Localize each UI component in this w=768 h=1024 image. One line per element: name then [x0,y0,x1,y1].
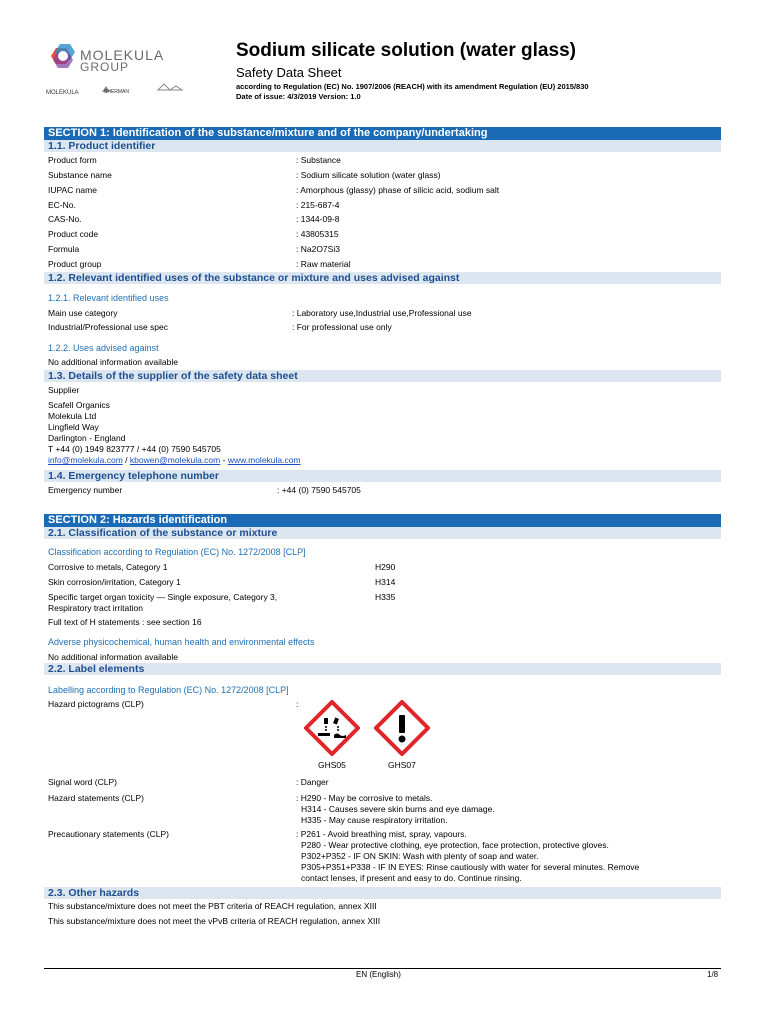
regulation-line: according to Regulation (EC) No. 1907/2006 (REACH) with its amendment Regulation (EU) 2015/830 [236,82,589,91]
pbt-statement: This substance/mixture does not meet the PBT criteria of REACH regulation, annex XIII [48,901,377,911]
supplier-contact-links [48,455,301,465]
no-info-text: No additional information available [48,652,178,662]
product-row-value: : Substance [296,155,341,165]
product-row-label: Product group [48,259,102,269]
labelling-heading: Labelling according to Regulation (EC) No. 1272/2008 [CLP] [48,685,289,695]
supplier-line: Lingfield Way [48,422,99,432]
uses-row-value: : Laboratory use,Industrial use,Professional use [292,308,472,318]
precautionary-statement: contact lenses, if present and easy to do. Continue rinsing. [301,873,522,883]
pictograms-colon: : [296,699,299,709]
supplier-line: Supplier [48,385,80,395]
subsection-1-2: 1.2. Relevant identified uses of the substance or mixture and uses advised against [44,272,721,284]
supplier-line: T +44 (0) 1949 823777 / +44 (0) 7590 545705 [48,444,221,454]
subsection-1-2-1: 1.2.1. Relevant identified uses [48,293,169,303]
product-row-value: : Raw material [296,259,351,269]
subsection-1-1: 1.1. Product identifier [44,140,721,152]
issue-line: Date of issue: 4/3/2019 Version: 1.0 [236,92,361,101]
precautionary-statements-label: Precautionary statements (CLP) [48,829,169,839]
ghs07-exclamation-icon [374,700,430,756]
product-row-label: Product code [48,229,99,239]
hazard-statements-label: Hazard statements (CLP) [48,793,144,803]
no-info-text: No additional information available [48,357,178,367]
logo-text-2: GROUP [80,60,130,74]
logo-text-1: MOLEKULA [80,47,165,63]
full-text-note: Full text of H statements : see section 16 [48,617,202,627]
uses-row-label: Main use category [48,308,118,318]
hazard-statement: H314 - Causes severe skin burns and eye damage. [301,804,495,814]
supplier-line: Molekula Ltd [48,411,97,421]
signal-word-value: : Danger [296,777,329,787]
adverse-effects-heading: Adverse physicochemical, human health and environmental effects [48,637,315,647]
product-row-label: Product form [48,155,97,165]
subsection-1-4: 1.4. Emergency telephone number [44,470,721,482]
ghs07-label: GHS07 [388,760,416,770]
classification-label: Corrosive to metals, Category 1 [48,562,168,572]
classification-code: H335 [375,592,396,602]
logo-small-2: SHERMAN [104,89,130,95]
email-link[interactable]: info@molekula.com [48,455,123,465]
emergency-label: Emergency number [48,485,123,495]
separator: - [220,455,228,465]
uses-row-label: Industrial/Professional use spec [48,322,169,332]
ghs05-corrosion-icon [304,700,360,756]
product-row-label: Formula [48,244,80,254]
supplier-line: Scafell Organics [48,400,110,410]
product-row-value: : 43805315 [296,229,339,239]
subsection-2-3: 2.3. Other hazards [44,887,721,899]
separator: / [122,455,130,465]
signal-word-label: Signal word (CLP) [48,777,117,787]
hazard-statement: : H290 - May be corrosive to metals. [296,793,433,803]
document-subtitle: Safety Data Sheet [236,65,342,80]
uses-row-value: : For professional use only [292,322,392,332]
vpvb-statement: This substance/mixture does not meet the vPvB criteria of REACH regulation, annex XIII [48,916,381,926]
product-row-value: : Sodium silicate solution (water glass) [296,170,441,180]
hazard-statement: H335 - May cause respiratory irritation. [301,815,448,825]
classification-code: H314 [375,577,396,587]
product-row-value: : Na2O7Si3 [296,244,340,254]
classification-heading: Classification according to Regulation (EC) No. 1272/2008 [CLP] [48,547,306,557]
subsection-1-3: 1.3. Details of the supplier of the safety data sheet [44,370,721,382]
section2-title: SECTION 2: Hazards identification [44,514,721,527]
pictograms-label: Hazard pictograms (CLP) [48,699,144,709]
supplier-line: Darlington - England [48,433,126,443]
product-row-value: : 215-687-4 [296,200,340,210]
subsection-1-2-2: 1.2.2. Uses advised against [48,343,159,353]
footer-page-number: 1/8 [707,970,719,979]
precautionary-statement: : P261 - Avoid breathing mist, spray, vapours. [296,829,467,839]
email-link[interactable]: kbowen@molekula.com [129,455,221,465]
classification-label: Skin corrosion/irritation, Category 1 [48,577,181,587]
classification-label-cont: Respiratory tract irritation [48,603,143,613]
section1-title: SECTION 1: Identification of the substance/mixture and of the company/undertaking [44,127,721,140]
classification-code: H290 [375,562,396,572]
classification-label: Specific target organ toxicity — Single exposure, Category 3, [48,592,278,602]
footer-divider [44,968,721,969]
precautionary-statement: P302+P352 - IF ON SKIN: Wash with plenty of soap and water. [301,851,539,861]
product-row-label: IUPAC name [48,185,97,195]
precautionary-statement: P280 - Wear protective clothing, eye protection, face protection, protective gloves. [301,840,609,850]
logo-small-1: MOLEKULA [46,90,79,96]
product-row-label: EC-No. [48,200,76,210]
subsection-2-2: 2.2. Label elements [44,663,721,675]
emergency-value: : +44 (0) 7590 545705 [277,485,361,495]
product-row-value: : 1344-09-8 [296,214,340,224]
product-row-label: Substance name [48,170,112,180]
footer-language: EN (English) [356,970,401,979]
product-row-label: CAS-No. [48,214,82,224]
product-row-value: : Amorphous (glassy) phase of silicic acid, sodium salt [296,185,500,195]
website-link[interactable]: www.molekula.com [227,455,301,465]
precautionary-statement: P305+P351+P338 - IF IN EYES: Rinse cautiously with water for several minutes. Remove [301,862,640,872]
ghs05-label: GHS05 [318,760,346,770]
subsection-2-1: 2.1. Classification of the substance or mixture [44,527,721,539]
document-title: Sodium silicate solution (water glass) [236,40,576,61]
